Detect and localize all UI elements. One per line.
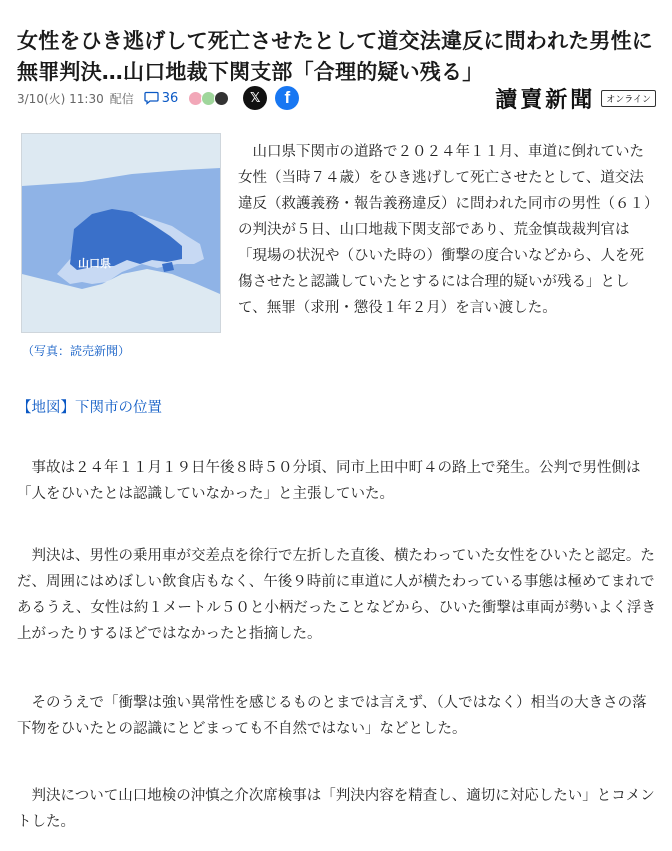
- map-link[interactable]: 【地図】下関市の位置: [17, 400, 162, 416]
- article-title: 女性をひき逃げして死亡させたとして道交法違反に問われた男性に無罪判決…山口地裁下関支部「合理的疑い残る」: [17, 29, 653, 85]
- publisher-name: 讀賣新聞: [495, 86, 596, 113]
- publisher-logo[interactable]: [495, 84, 656, 112]
- comments-link[interactable]: [144, 91, 179, 106]
- photo-caption: （写真：読売新聞）: [22, 344, 131, 358]
- article-meta: [17, 84, 299, 112]
- article-paragraph: そのうえで「衝撃は強い異常性を感じるものとまでは言えず、（人ではなく）相当の大きさの落下物をひいたとの認識にとどまっても不自然ではない」などとした。: [17, 695, 647, 737]
- article-paragraph: 事故は２４年１１月１９日午後８時５０分頃、同市上田中町４の路上で発生。公判で男性側は「人をひいたとは認識していなかった」と主張していた。: [17, 460, 641, 502]
- article-photo-map[interactable]: [21, 133, 221, 333]
- comment-bubble-icon: [144, 91, 159, 105]
- article-paragraph: 判決は、男性の乗用車が交差点を徐行で左折した直後、横たわっていた女性をひいたと認定。ただ、周囲にはめぼしい飲食店もなく、午後９時前に車道に人が横たわっている事態は極めてまれであるうえ、女性は約１メートル５０と小柄だったことなどから、ひいた衝撃は車両が勢いよく浮き上がったりするほどではなかったと指摘した。: [17, 548, 656, 642]
- reaction-icon: [214, 91, 229, 106]
- map-prefecture-label: 山口県: [78, 258, 111, 270]
- facebook-share-icon[interactable]: f: [275, 86, 299, 110]
- delivered-label: 配信: [109, 91, 134, 106]
- article-lead: 山口県下関市の道路で２０２４年１１月、車道に倒れていた女性（当時７４歳）をひき逃げして死亡させたとして、道交法違反（救護義務・報告義務違反）に問われた同市の男性（６１）の判決が５日、山口地裁下関支部であり、荒金慎哉裁判官は「現場の状況や（ひいた時の）衝撃の度合いなどから、人を死傷させたと認識していたとするには合理的疑いが残る」として、無罪（求刑・懲役１年２月）を言い渡した。: [238, 144, 652, 316]
- article-paragraph: 判決について山口地検の沖慎之介次席検事は「判決内容を精査し、適切に対応したい」とコメントした。: [17, 788, 655, 830]
- x-share-icon[interactable]: 𝕏: [243, 86, 267, 110]
- comment-count: 36: [161, 90, 179, 106]
- map-image: [22, 134, 220, 332]
- reaction-icons[interactable]: [188, 91, 227, 106]
- publisher-badge: オンライン: [601, 90, 656, 107]
- publish-date: 3/10(火) 11:30: [17, 91, 104, 106]
- share-buttons: [243, 86, 299, 110]
